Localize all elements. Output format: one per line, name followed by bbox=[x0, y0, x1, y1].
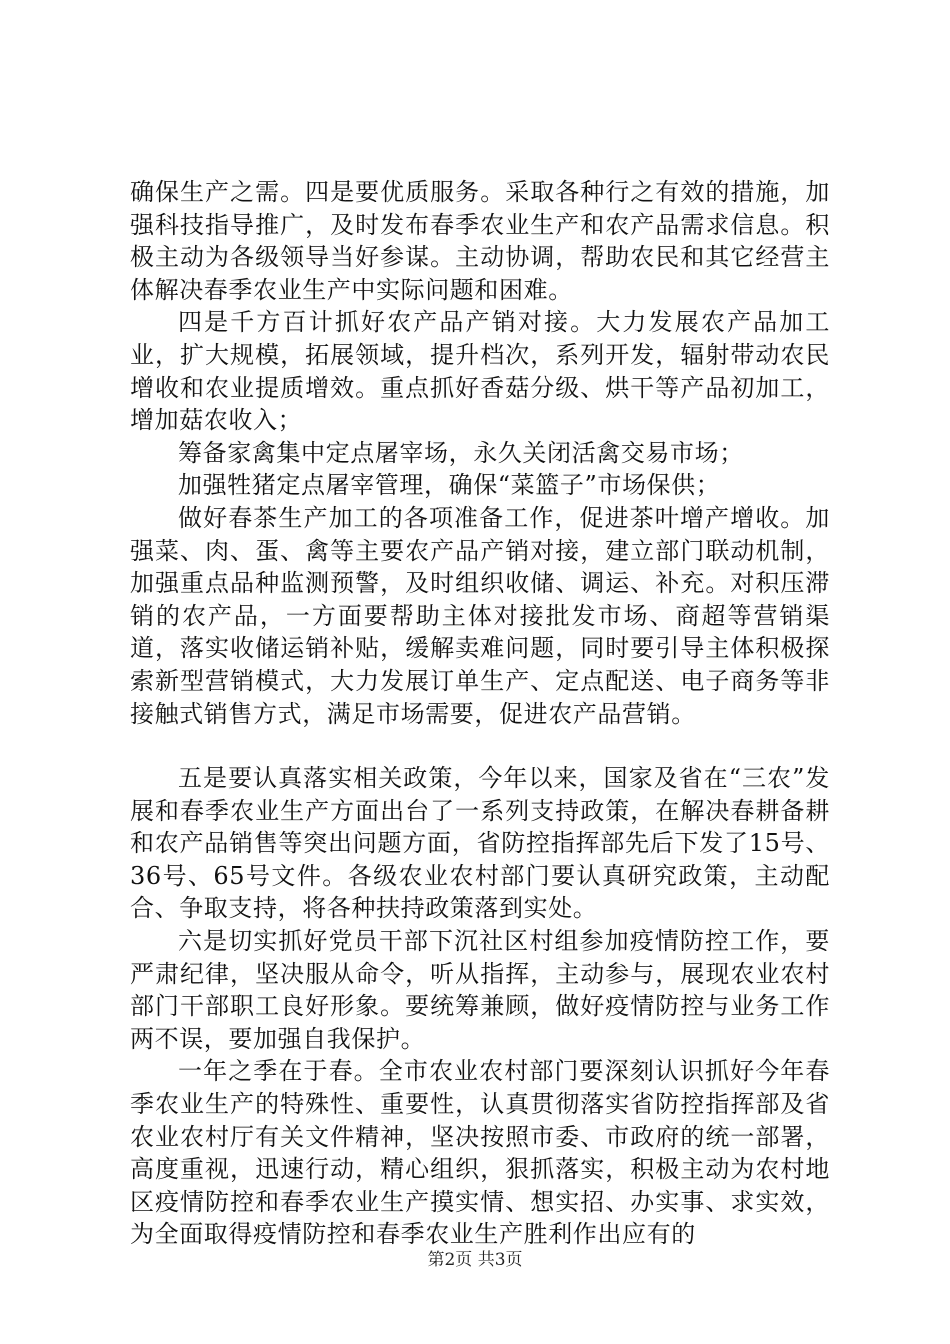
page-number-footer: 第2页 共3页 bbox=[427, 1250, 523, 1270]
paragraph-2: 四是千方百计抓好农产品产销对接。大力发展农产品加工业，扩大规模，拓展领域，提升档次，系列开发，辐射带动农民增收和农业提质增效。重点抓好香菇分级、烘干等产品初加工，增加菇农收入； bbox=[130, 308, 830, 435]
paragraph-4: 加强牲猪定点屠宰管理，确保“菜篮子”市场保供； bbox=[178, 471, 721, 500]
paragraph-gap bbox=[130, 730, 830, 762]
paragraph-5: 做好春茶生产加工的各项准备工作，促进茶叶增产增收。加强菜、肉、蛋、禽等主要农产品产销对接，建立部门联动机制，加强重点品种监测预警，及时组织收储、调运、补充。对积压滞销的农产品，一方面要帮助主体对接批发市场、商超等营销渠道，落实收储运销补贴，缓解卖难问题，同时要引导主体积极探索新型营销模式，大力发展订单生产、定点配送、电子商务等非接触式销售方式，满足市场需要，促进农产品营销。 bbox=[130, 503, 830, 728]
paragraph-8: 一年之季在于春。全市农业农村部门要深刻认识抓好今年春季农业生产的特殊性、重要性，认真贯彻落实省防控指挥部及省农业农村厅有关文件精神，坚决按照市委、市政府的统一部署，高度重视，迅速行动，精心组织，狠抓落实，积极主动为农村地区疫情防控和春季农业生产摸实情、想实招、办实事、求实效，为全面取得疫情防控和春季农业生产胜利作出应有的 bbox=[130, 1057, 830, 1249]
paragraph-3: 筹备家禽集中定点屠宰场，永久关闭活禽交易市场； bbox=[178, 438, 744, 467]
paragraph-6: 五是要认真落实相关政策，今年以来，国家及省在“三农”发展和春季农业生产方面出台了一系列支持政策，在解决春耕备耕和农产品销售等突出问题方面，省防控指挥部先后下发了15号、36号、65号文件。各级农业农村部门要认真研究政策，主动配合、争取支持，将各种扶持政策落到实处。 bbox=[130, 764, 830, 923]
paragraph-7: 六是切实抓好党员干部下沉社区村组参加疫情防控工作，要严肃纪律，坚决服从命令，听从指挥，主动参与，展现农业农村部门干部职工良好形象。要统筹兼顾，做好疫情防控与业务工作两不误，要加强自我保护。 bbox=[130, 927, 830, 1053]
paragraph-1: 确保生产之需。四是要优质服务。采取各种行之有效的措施，加强科技指导推广，及时发布春季农业生产和农产品需求信息。积极主动为各级领导当好参谋。主动协调，帮助农民和其它经营主体解决春季农业生产中实际问题和困难。 bbox=[130, 178, 830, 304]
document-body bbox=[130, 176, 830, 1251]
